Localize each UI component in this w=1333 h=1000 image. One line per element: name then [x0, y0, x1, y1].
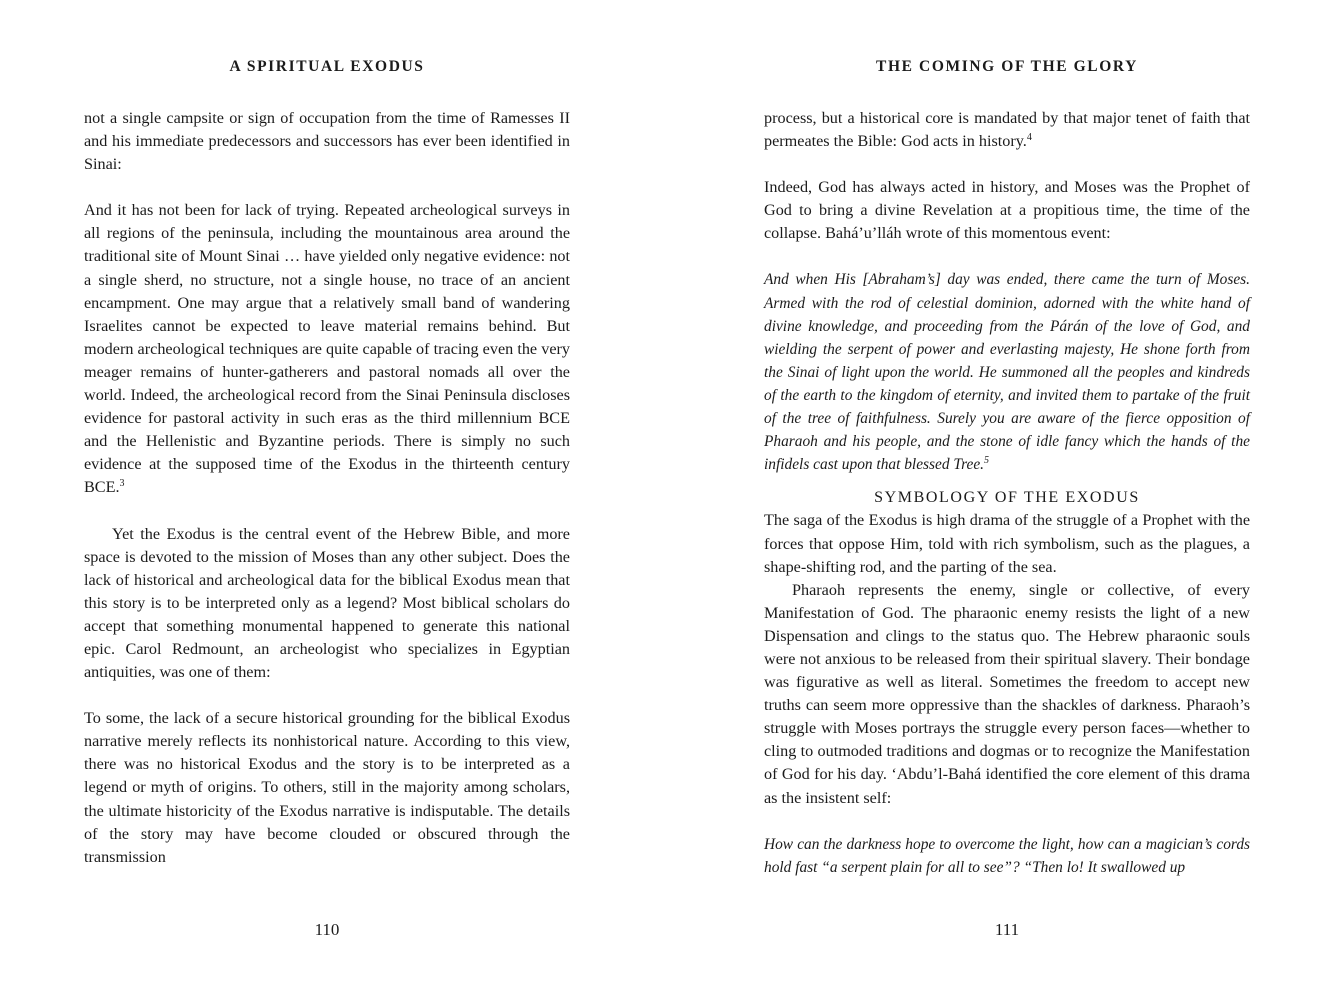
running-head-left: A SPIRITUAL EXODUS — [229, 58, 425, 75]
right-page — [666, 0, 1333, 1000]
block-quote-continued — [764, 107, 1250, 153]
italic-block-quote — [764, 268, 1250, 476]
paragraph: Yet the Exodus is the central event of the Hebrew Bible, and more space is devoted to the mission of Moses than any other subject. Does the lack of historical and archeological data for the biblical Exodus mean that this story is to be interpreted only as a legend? Most biblical scholars do accept that something monumental happened to generate this national epic. Carol Redmount, an archeologist who specializes in Egyptian antiquities, was one of them: — [84, 524, 570, 682]
page-number-left: 110 — [314, 920, 340, 939]
block-quote — [84, 199, 570, 499]
footnote-marker: 4 — [1026, 132, 1032, 144]
block-quote-text: process, but a historical core is mandated by that major tenet of faith that permeates the Bible: God acts in history. — [764, 109, 1250, 151]
paragraph: Pharaoh represents the enemy, single or collective, of every Manifestation of God. The pharaonic enemy resists the light of a new Dispensation and clings to the status quo. The Hebrew pharaonic souls were not anxious to be released from their spiritual slavery. Their bondage was figurative as well as literal. Sometimes the freedom to accept new truths can seem more oppressive than the shackles of darkness. Pharaoh’s struggle with Moses portrays the struggle every person faces—whether to cling to outmoded traditions and dogmas or to recognize the Manifestation of God for his day. ‘Abdu’l-Bahá identified the core element of this drama as the insistent self: — [764, 580, 1250, 807]
block-quote: To some, the lack of a secure historical grounding for the biblical Exodus narrative merely reflects its nonhistorical nature. According to this view, there was no historical Exodus and the story is to be interpreted as a legend or myth of origins. To others, still in the majority among scholars, the ultimate historicity of the Exodus narrative is indisputable. The details of the story may have become clouded or obscured through the transmission — [84, 709, 570, 866]
section-heading: SYMBOLOGY OF THE EXODUS — [874, 489, 1140, 507]
italic-block-quote: How can the darkness hope to overcome the light, how can a magician’s cords hold fast “a serpent plain for all to see”? “Then lo! It swallowed up — [764, 835, 1250, 876]
footnote-marker: 3 — [119, 478, 125, 490]
left-page-body — [84, 107, 570, 869]
left-page — [0, 0, 666, 1000]
running-head-right: THE COMING OF THE GLORY — [876, 58, 1138, 75]
paragraph: The saga of the Exodus is high drama of the struggle of a Prophet with the forces that oppose Him, told with rich symbolism, such as the plagues, a shape-shifting rod, and the parting of the sea. — [764, 511, 1250, 576]
footnote-marker: 5 — [984, 455, 990, 467]
paragraph: not a single campsite or sign of occupation from the time of Ramesses II and his immediate predecessors and successors has ever been identified in Sinai: — [84, 109, 570, 174]
right-page-body — [764, 107, 1250, 879]
block-quote-text: And when His [Abraham’s] day was ended, there came the turn of Moses. Armed with the rod of celestial dominion, adorned with the white hand of divine knowledge, and proceeding from the Párán of the love of God, and wielding the serpent of power and everlasting majesty, He shone forth from the Sinai of light upon the world. He summoned all the peoples and kindreds of the earth to the kingdom of eternity, and invited them to partake of the fruit of the tree of faithfulness. Surely you are aware of the fierce opposition of Pharaoh and his people, and the stone of idle fancy which the hands of the infidels cast upon that blessed Tree. — [764, 271, 1250, 474]
page-number-right: 111 — [994, 920, 1020, 939]
block-quote-text: And it has not been for lack of trying. Repeated archeological surveys in all regions of the peninsula, including the mountainous area around the traditional site of Mount Sinai … have yielded only negative evidence: not a single sherd, no structure, not a single house, no trace of an ancient encampment. One may argue that a relatively small band of wandering Israelites cannot be expected to leave material remains behind. But modern archeological techniques are quite capable of tracing even the very meager remains of hunter-gatherers and pastoral nomads all over the world. Indeed, the archeological record from the Sinai Peninsula discloses evidence for pastoral activity in such eras as the third millennium BCE and the Hellenistic and Byzantine periods. There is simply no such evidence at the supposed time of the Exodus in the thirteenth century BCE. — [84, 201, 570, 497]
paragraph: Indeed, God has always acted in history, and Moses was the Prophet of God to bring a divine Revelation at a propitious time, the time of the collapse. Bahá’u’lláh wrote of this momentous event: — [764, 178, 1250, 243]
